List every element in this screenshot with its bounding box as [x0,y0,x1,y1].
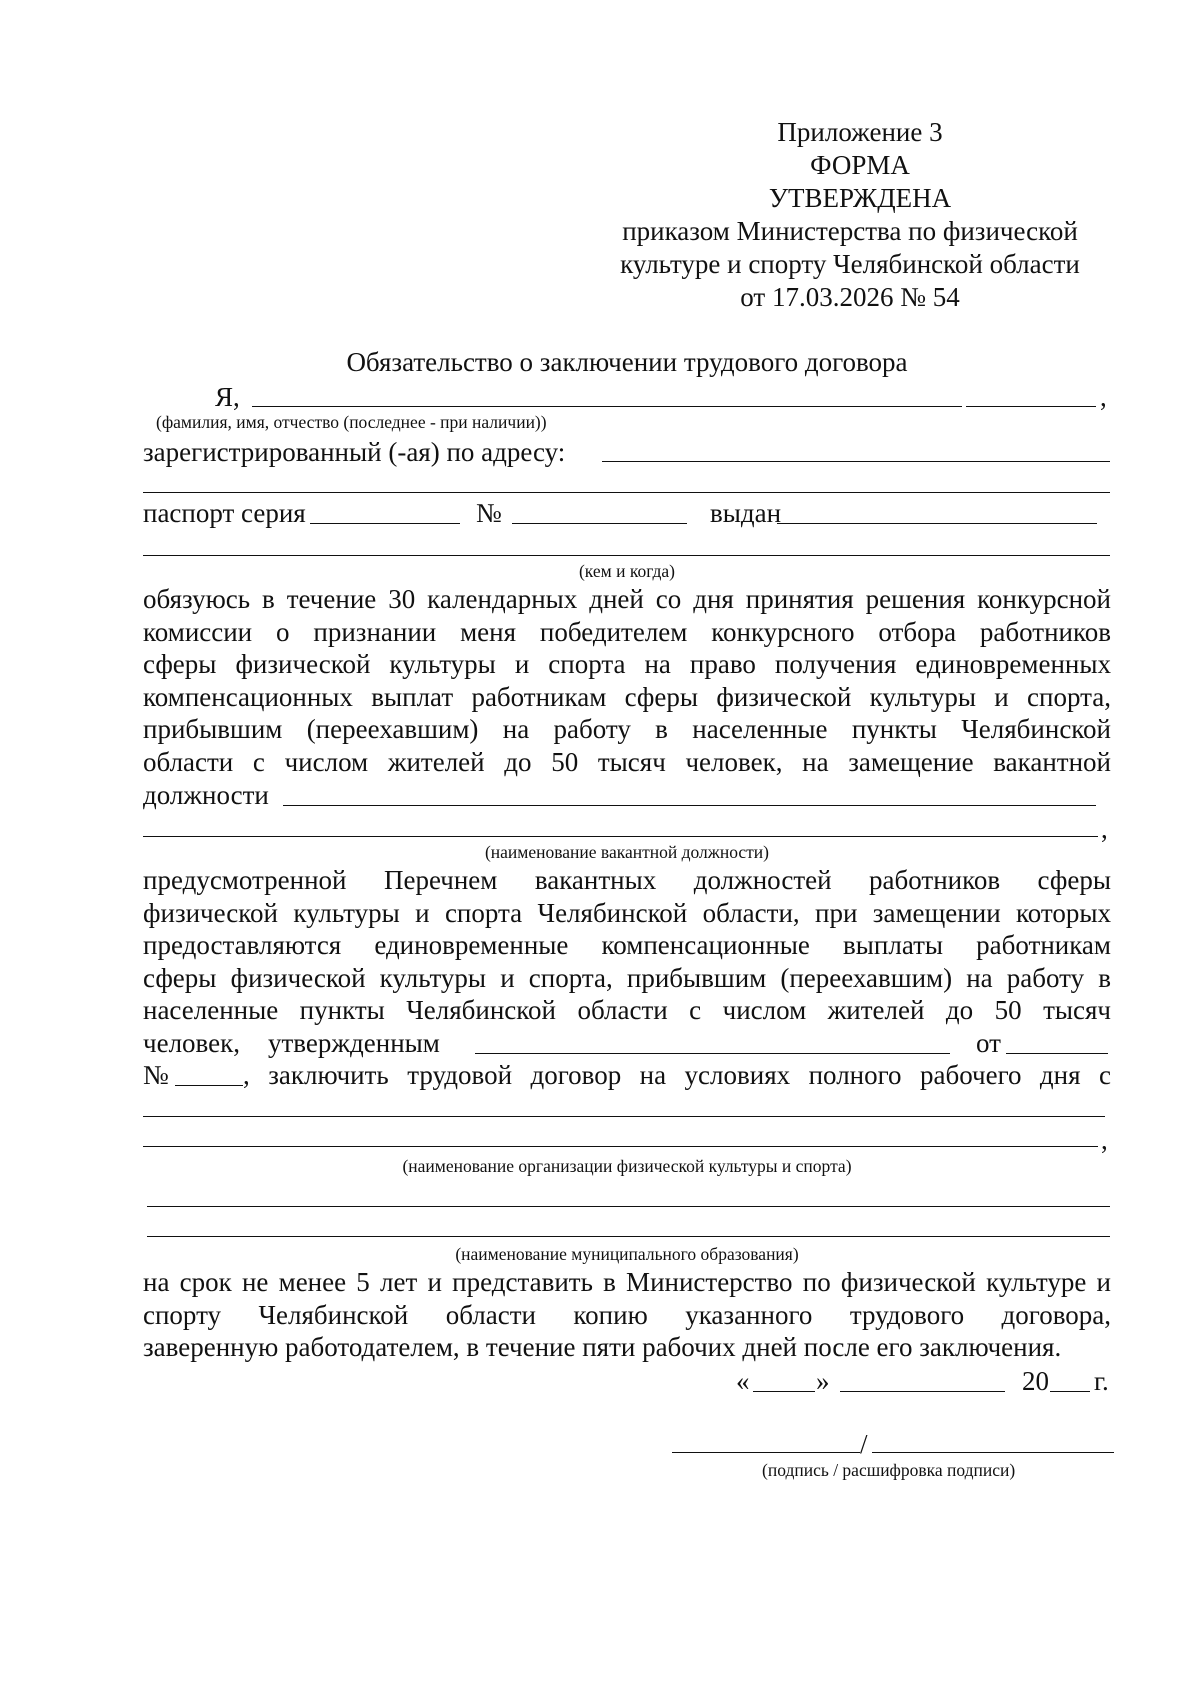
passport-number-field[interactable] [512,523,687,524]
order-number-field[interactable] [175,1085,243,1086]
order-line-1: приказом Министерства по физической [622,216,1078,246]
fio-field-line[interactable] [252,406,962,407]
from-word: от [976,1028,1001,1058]
body2-line-2: физической культуры и спорта Челябинской области, при замещении которых [143,898,1111,928]
body1-line-6: области с числом жителей до 50 тысяч человек, на замещение вакантной [143,747,1111,777]
order-number-sign: № [143,1060,169,1090]
org-field-line-2[interactable] [143,1146,1098,1147]
issued-label: выдан [710,498,782,528]
signature-caption: (подпись / расшифровка подписи) [762,1460,1016,1480]
date-close-quote: » [816,1366,830,1396]
approved-by-field[interactable] [475,1053,950,1054]
issued-field[interactable] [777,523,1097,524]
approved-date-field[interactable] [1006,1053,1108,1054]
signature-slash: / [860,1429,868,1459]
document-title: Обязательство о заключении трудового договора [346,347,908,377]
org-field-line-1[interactable] [143,1116,1105,1117]
i-prefix: Я, [215,382,240,412]
municipality-field-line-1[interactable] [147,1206,1110,1207]
form-label: ФОРМА [810,150,910,180]
body1-line-3: сферы физической культуры и спорта на право получения единовременных [143,649,1111,679]
registered-label: зарегистрированный (-ая) по адресу: [143,437,566,467]
order-line-3: от 17.03.2026 № 54 [740,282,960,312]
body2-line-4: сферы физической культуры и спорта, прибывшим (переехавшим) на работу в [143,963,1111,993]
issued-field-line-2[interactable] [143,555,1110,556]
org-comma: , [1101,1125,1108,1155]
passport-series-label: паспорт серия [143,498,306,528]
fio-comma: , [1100,382,1107,412]
position-label: должности [143,780,269,810]
body3-line-3: заверенную работодателем, в течение пяти рабочих дней после его заключения. [143,1332,1062,1362]
approved-label: УТВЕРЖДЕНА [768,183,952,213]
body2-line-5: населенные пункты Челябинской области с числом жителей до 50 тысяч [143,995,1111,1025]
body3-line-2: спорту Челябинской области копию указанного трудового договора, [143,1300,1111,1330]
body2-line-3: предоставляются единовременные компенсационные выплаты работникам [143,930,1111,960]
body3-line-1: на срок не менее 5 лет и представить в Министерство по физической культуре и [143,1267,1111,1297]
body2-line-1: предусмотренной Перечнем вакантных должностей работников сферы [143,865,1111,895]
address-field-line[interactable] [602,461,1110,462]
body1-line-2: комиссии о признании меня победителем конкурсного отбора работников [143,617,1111,647]
date-year-field[interactable] [1050,1391,1090,1392]
fio-caption: (фамилия, имя, отчество (последнее - при наличии)) [156,412,547,432]
position-field-line[interactable] [283,805,1096,806]
people-label: человек, [143,1028,240,1058]
municipality-field-line-2[interactable] [147,1236,1110,1237]
body1-line-1: обязуюсь в течение 30 календарных дней со дня принятия решения конкурсной [143,584,1111,614]
issued-caption: (кем и когда) [578,561,676,581]
contract-text: , заключить трудовой договор на условиях полного рабочего дня с [243,1060,1111,1090]
org-caption: (наименование организации физической культуры и спорта) [402,1156,852,1176]
address-field-line-2[interactable] [143,492,1110,493]
municipality-caption: (наименование муниципального образования) [455,1244,799,1264]
appendix-label: Приложение 3 [777,117,943,147]
date-open-quote: « [736,1366,750,1396]
signature-field[interactable] [672,1452,860,1453]
body1-line-5: прибывшим (переехавшим) на работу в населенные пункты Челябинской [143,714,1111,744]
passport-number-sign: № [476,498,502,528]
position-comma: , [1101,814,1108,844]
date-year-suffix: г. [1094,1366,1109,1396]
body1-line-4: компенсационных выплат работникам сферы физической культуры и спорта, [143,682,1111,712]
fio-field-line-extra[interactable] [966,406,1096,407]
order-line-2: культуре и спорту Челябинской области [620,249,1080,279]
position-field-line-2[interactable] [143,836,1098,837]
approved-word: утвержденным [268,1028,440,1058]
date-day-field[interactable] [753,1391,815,1392]
date-year-prefix: 20 [1022,1366,1049,1396]
passport-series-field[interactable] [310,523,460,524]
date-month-field[interactable] [840,1391,1005,1392]
position-caption: (наименование вакантной должности) [484,842,770,862]
signature-decoding-field[interactable] [872,1452,1114,1453]
